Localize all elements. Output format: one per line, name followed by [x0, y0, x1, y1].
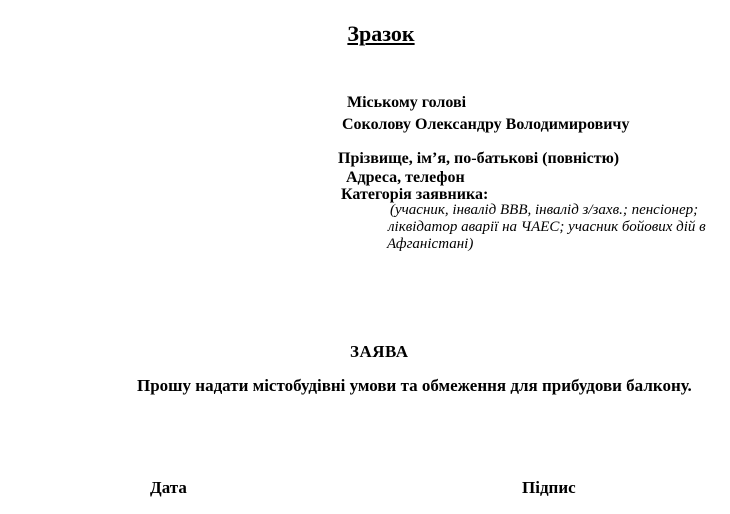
document-title: Зразок [347, 21, 415, 46]
applicant-field-name: Прізвище, ім’я, по-батькові (повністю) [338, 150, 620, 167]
applicant-field-address: Адреса, телефон [346, 169, 465, 186]
category-note-line-3: Афганістані) [387, 236, 474, 252]
signature-label: Підпис [522, 478, 576, 497]
category-note-line-1: (учасник, інвалід ВВВ, інвалід з/захв.; пенсіонер; [390, 202, 699, 218]
date-label: Дата [150, 478, 187, 497]
applicant-field-category: Категорія заявника: [341, 186, 489, 203]
addressee-name: Соколову Олександру Володимировичу [342, 116, 630, 133]
application-body: Прошу надати містобудівні умови та обмеження для прибудови балкону. [137, 376, 692, 395]
application-heading: ЗАЯВА [350, 342, 409, 361]
category-note-line-2: ліквідатор аварії на ЧАЕС; учасник бойових дій в [388, 219, 706, 235]
addressee-position: Міському голові [347, 94, 467, 111]
